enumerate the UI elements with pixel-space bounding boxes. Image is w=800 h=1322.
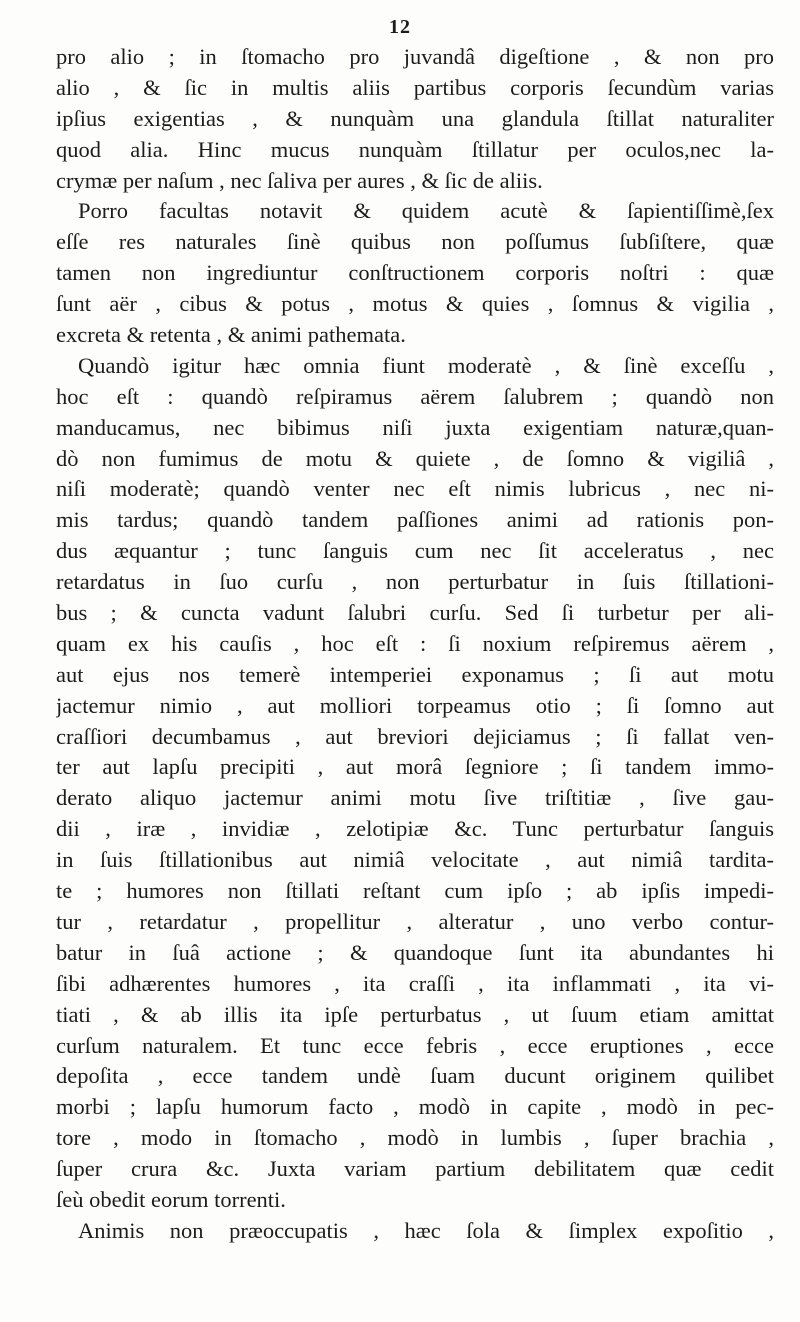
text-line: tur , retardatur , propellitur , alteratur , uno verbo contur- (56, 908, 774, 934)
text-line: Porro facultas notavit & quidem acutè & ſapientiſſimè,ſex (78, 198, 774, 224)
text-line: bus ; & cuncta vadunt ſalubri curſu. Sed ſi turbetur per ali- (56, 600, 774, 626)
text-line: morbi ; lapſu humorum facto , modò in capite , modò in pec- (56, 1094, 774, 1120)
text-line: Quandò igitur hæc omnia fiunt moderatè , & ſinè exceſſu , (78, 352, 774, 378)
text-line: te ; humores non ſtillati reſtant cum ipſo ; ab ipſis impedi- (56, 878, 774, 904)
text-line: craſſiori decumbamus , aut breviori dejiciamus ; ſi fallat ven- (56, 723, 774, 749)
text-line: quod alia. Hinc mucus nunquàm ſtillatur per oculos,nec la- (56, 136, 774, 162)
text-line: depoſita , ecce tandem undè ſuam ducunt originem quilibet (56, 1063, 774, 1089)
text-line: Animis non præoccupatis , hæc ſola & ſimplex expoſitio , (78, 1217, 774, 1243)
text-line: niſi moderatè; quandò venter nec eſt nimis lubricus , nec ni- (56, 476, 774, 502)
text-line: excreta & retenta , & animi pathemata. (56, 322, 406, 348)
text-line: jactemur nimio , aut molliori torpeamus otio ; ſi ſomno aut (56, 692, 774, 718)
text-line: tore , modo in ſtomacho , modò in lumbis , ſuper brachia , (56, 1125, 774, 1151)
text-line: tamen non ingrediuntur conſtructionem corporis noſtri : quæ (56, 260, 774, 286)
text-line: quam ex his cauſis , hoc eſt : ſi noxium reſpiremus aërem , (56, 630, 774, 656)
text-line: manducamus, nec bibimus niſi juxta exigentiam naturæ,quan- (56, 414, 774, 440)
text-line: eſſe res naturales ſinè quibus non poſſumus ſubſiſtere, quæ (56, 229, 774, 255)
text-line: curſum naturalem. Et tunc ecce febris , ecce eruptiones , ecce (56, 1032, 774, 1058)
text-line: hoc eſt : quandò reſpiramus aërem ſalubrem ; quandò non (56, 383, 774, 409)
text-line: mis tardus; quandò tandem paſſiones animi ad rationis pon- (56, 507, 774, 533)
text-line: tiati , & ab illis ita ipſe perturbatus , ut ſuum etiam amittat (56, 1001, 774, 1027)
text-line: dus æquantur ; tunc ſanguis cum nec ſit acceleratus , nec (56, 538, 774, 564)
text-line: ſuper crura &c. Juxta variam partium debilitatem quæ cedit (56, 1156, 774, 1182)
text-line: in ſuis ſtillationibus aut nimiâ velocitate , aut nimiâ tardita- (56, 847, 774, 873)
text-line: ſeù obedit eorum torrenti. (56, 1186, 286, 1212)
text-line: dò non fumimus de motu & quiete , de ſomno & vigiliâ , (56, 445, 774, 471)
text-line: derato aliquo jactemur animi motu ſive triſtitiæ , ſive gau- (56, 785, 774, 811)
text-line: ſunt aër , cibus & potus , motus & quies , ſomnus & vigilia , (56, 291, 774, 317)
text-line: retardatus in ſuo curſu , non perturbatur in ſuis ſtillationi- (56, 569, 774, 595)
text-line: aut ejus nos temerè intemperiei exponamus ; ſi aut motu (56, 661, 774, 687)
page-number: 12 (389, 16, 411, 38)
text-line: crymæ per naſum , nec ſaliva per aures , & ſic de aliis. (56, 167, 543, 193)
text-line: ipſius exigentias , & nunquàm una glandula ſtillat naturaliter (56, 105, 774, 131)
text-line: alio , & ſic in multis aliis partibus corporis ſecundùm varias (56, 74, 774, 100)
text-line: pro alio ; in ſtomacho pro juvandâ digeſtione , & non pro (56, 44, 774, 69)
text-line: batur in ſuâ actione ; & quandoque ſunt ita abundantes hi (56, 939, 774, 965)
body-text (56, 42, 774, 1247)
text-line: dii , iræ , invidiæ , zelotipiæ &c. Tunc perturbatur ſanguis (56, 816, 774, 842)
text-line: ter aut lapſu precipiti , aut morâ ſegniore ; ſi tandem immo- (56, 754, 774, 780)
text-line: ſibi adhærentes humores , ita craſſi , ita inflammati , ita vi- (56, 970, 774, 996)
